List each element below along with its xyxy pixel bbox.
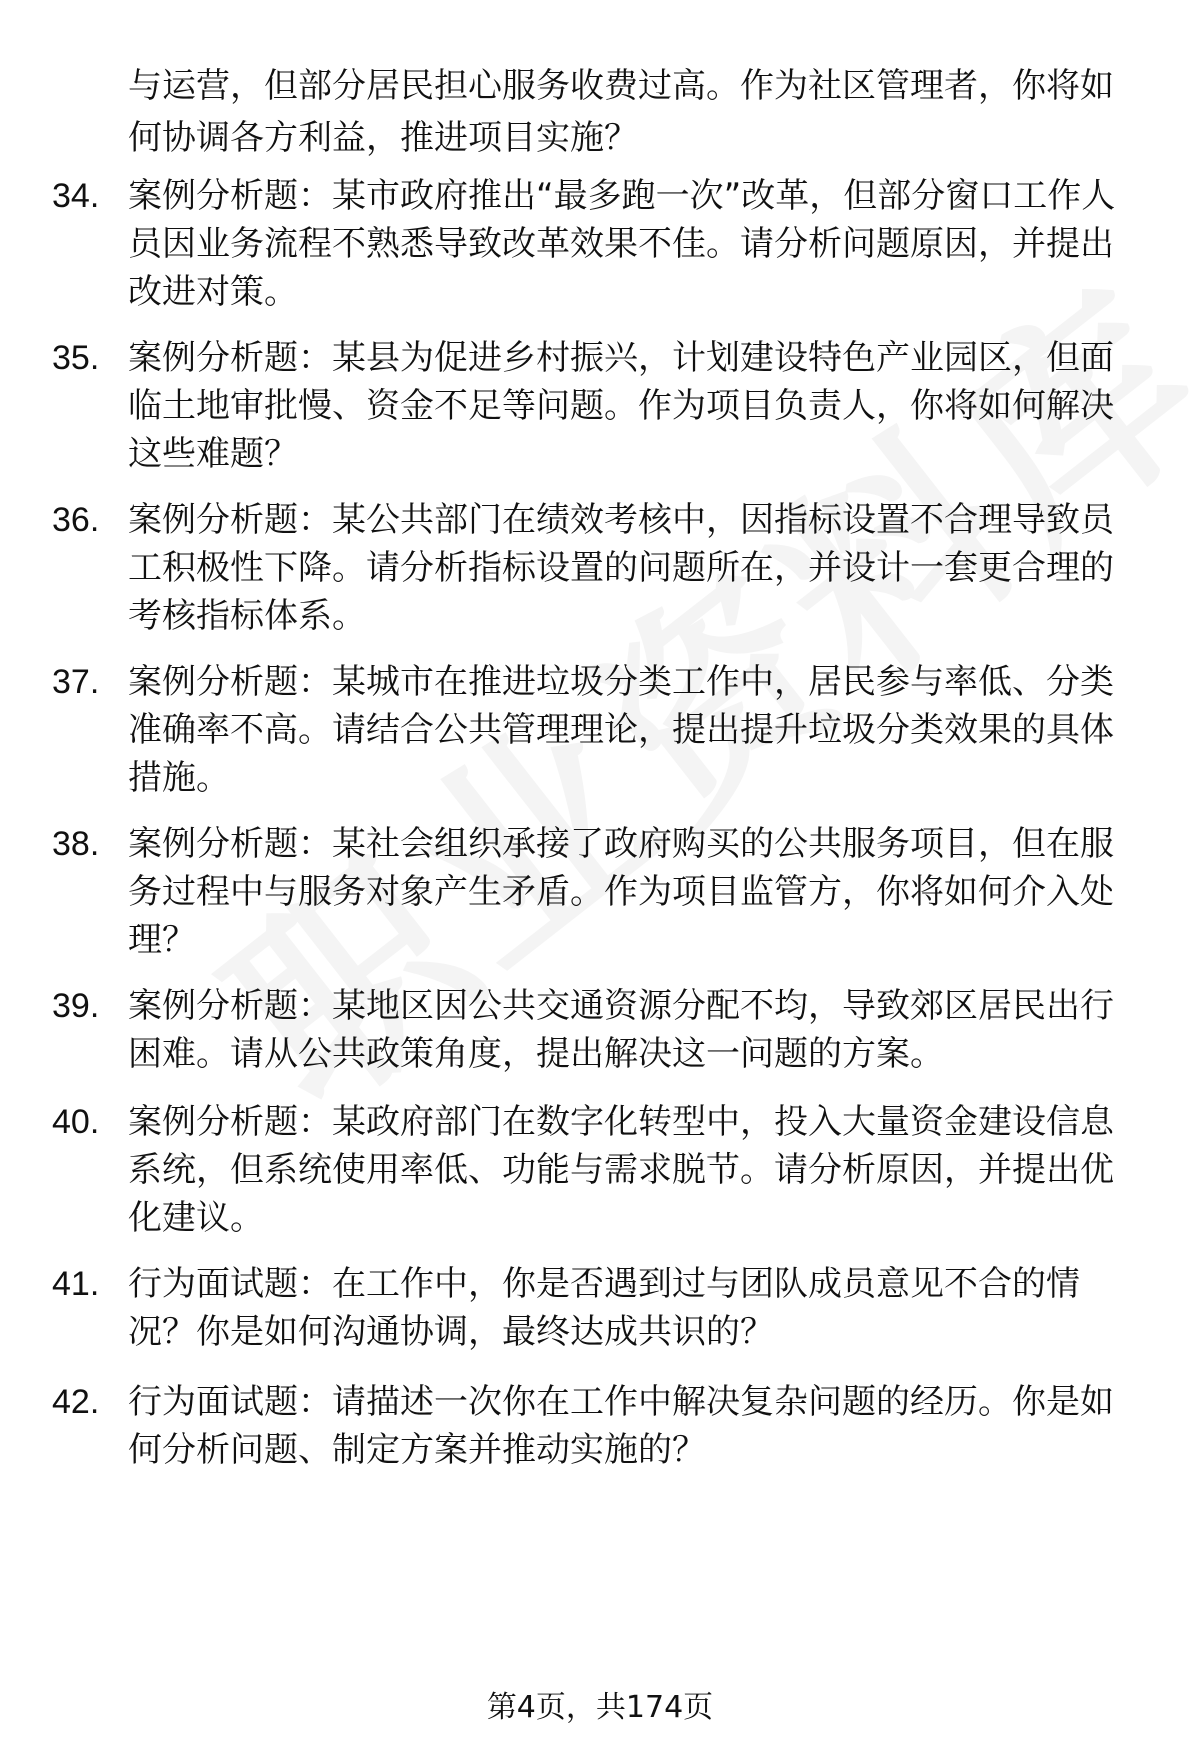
question-number: 34. (52, 177, 100, 215)
question-41 (52, 1260, 1138, 1356)
question-42 (52, 1378, 1138, 1474)
page-footer: 第4页，共174页 (486, 1690, 714, 1725)
question-number: 35. (52, 339, 100, 377)
question-text: 案例分析题：某社会组织承接了政府购买的公共服务项目，但在服务过程中与服务对象产生矛盾。作为项目监管方，你将如何介入处理？ (128, 824, 1114, 960)
question-text: 案例分析题：某城市在推进垃圾分类工作中，居民参与率低、分类准确率不高。请结合公共管理理论，提出提升垃圾分类效果的具体措施。 (128, 662, 1114, 798)
question-number: 42. (52, 1383, 100, 1421)
question-40 (52, 1098, 1138, 1242)
question-number: 37. (52, 663, 100, 701)
question-text: 案例分析题：某公共部门在绩效考核中，因指标设置不合理导致员工积极性下降。请分析指标设置的问题所在，并设计一套更合理的考核指标体系。 (128, 500, 1114, 636)
question-34 (52, 172, 1138, 316)
question-text: 行为面试题：请描述一次你在工作中解决复杂问题的经历。你是如何分析问题、制定方案并推动实施的？ (128, 1382, 1114, 1470)
question-number: 41. (52, 1265, 100, 1303)
question-39 (52, 982, 1138, 1078)
question-35 (52, 334, 1138, 478)
question-number: 40. (52, 1103, 100, 1141)
question-38 (52, 820, 1138, 964)
question-text: 案例分析题：某市政府推出“最多跑一次”改革，但部分窗口工作人员因业务流程不熟悉导致改革效果不佳。请分析问题原因，并提出改进对策。 (128, 176, 1116, 312)
question-text: 案例分析题：某县为促进乡村振兴，计划建设特色产业园区，但面临土地审批慢、资金不足等问题。作为项目负责人，你将如何解决这些难题？ (128, 338, 1114, 474)
question-number: 36. (52, 501, 100, 539)
question-36 (52, 496, 1138, 640)
question-37 (52, 658, 1138, 802)
question-33-continuation: 与运营，但部分居民担心服务收费过高。作为社区管理者，你将如何协调各方利益，推进项目实施？ (128, 66, 1114, 158)
question-text: 行为面试题：在工作中，你是否遇到过与团队成员意见不合的情况？你是如何沟通协调，最终达成共识的？ (128, 1264, 1080, 1352)
question-text: 案例分析题：某政府部门在数字化转型中，投入大量资金建设信息系统，但系统使用率低、功能与需求脱节。请分析原因，并提出优化建议。 (128, 1102, 1114, 1238)
question-number: 39. (52, 987, 100, 1025)
question-number: 38. (52, 825, 100, 863)
question-text: 案例分析题：某地区因公共交通资源分配不均，导致郊区居民出行困难。请从公共政策角度，提出解决这一问题的方案。 (128, 986, 1114, 1074)
